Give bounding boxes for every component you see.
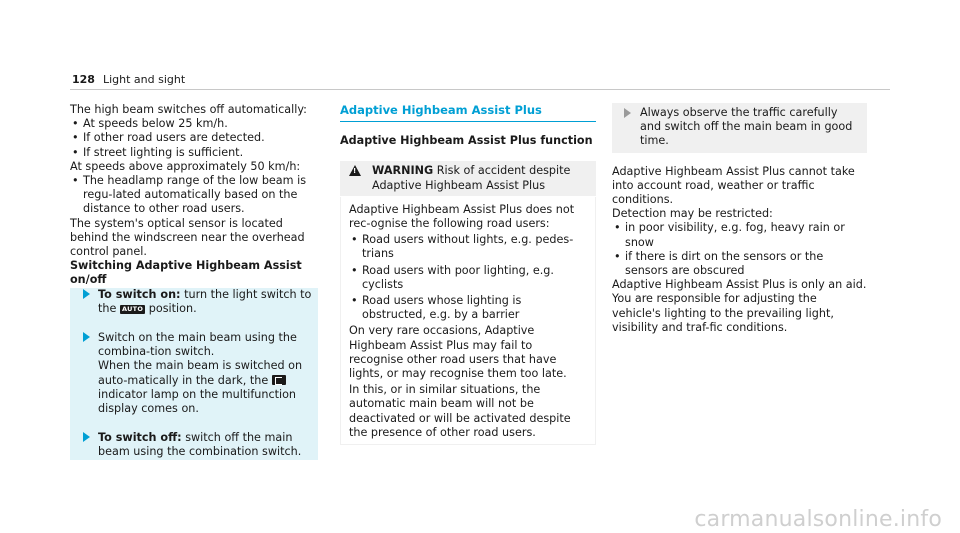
section-title: Adaptive Highbeam Assist Plus bbox=[340, 103, 596, 122]
warning-label: WARNING bbox=[372, 164, 434, 178]
page-number: 128 bbox=[72, 73, 95, 86]
auto-light-icon: AUTO bbox=[121, 304, 144, 313]
step-gap bbox=[70, 316, 318, 331]
step-switch-off bbox=[70, 431, 318, 459]
warning-bullet: • Road users with poor lighting, e.g. cyclists bbox=[349, 264, 587, 292]
step-arrow-icon bbox=[83, 432, 90, 442]
step-arrow-icon bbox=[83, 332, 90, 342]
step-main-beam-indicator-text: indicator lamp on the multifunction display comes on. bbox=[98, 387, 297, 416]
step-main-beam-auto-text: When the main beam is switched on auto-matically in the dark, the bbox=[98, 359, 303, 387]
subsection-title: Adaptive Highbeam Assist Plus function bbox=[340, 134, 593, 148]
warning-body bbox=[340, 197, 596, 445]
page-header bbox=[72, 73, 185, 87]
main-beam-indicator-icon bbox=[272, 375, 286, 385]
restriction-intro: Detection may be restricted: bbox=[612, 207, 773, 221]
auto-off-intro: The high beam switches off automatically: bbox=[70, 103, 307, 116]
warning-para: In this, or in similar situations, the automatic main beam will not be deactivated or will be activated despite the presence of other road users. bbox=[349, 383, 571, 439]
step-main-beam-text: Switch on the main beam using the combina-tion switch. bbox=[98, 331, 297, 359]
note-text: Always observe the traffic carefully and switch off the main beam in good time. bbox=[640, 106, 853, 148]
note-box bbox=[612, 103, 867, 153]
sensor-text: The system's optical sensor is located behind the windscreen near the overhead control panel. bbox=[70, 216, 305, 259]
responsibility-text: Adaptive Highbeam Assist Plus is only an aid. You are responsible for adjusting the vehicle's lighting to the prevailing light, visibility and traf-fic conditions. bbox=[612, 278, 867, 334]
warning-intro: Adaptive Highbeam Assist Plus does not rec-ognise the following road users: bbox=[349, 202, 575, 231]
step-main-beam-auto bbox=[98, 359, 318, 416]
step-arrow-icon bbox=[83, 289, 90, 299]
auto-off-bullet: • At speeds below 25 km/h. bbox=[70, 117, 318, 131]
warning-bullet: • Road users without lights, e.g. pedes-trians bbox=[349, 233, 587, 261]
warning-header bbox=[340, 161, 596, 196]
step-gap bbox=[70, 416, 318, 431]
warning-para: On very rare occasions, Adaptive Highbeam Assist Plus may fail to recognise other road users that have lights, or may recognise them too late. bbox=[349, 324, 567, 381]
switching-heading: Switching Adaptive Highbeam Assist on/off bbox=[70, 259, 302, 287]
step-switch-on-text: turn the light switch to the bbox=[98, 287, 312, 315]
step-switch-on-label: To switch on: bbox=[98, 287, 181, 301]
warning-box bbox=[340, 161, 596, 445]
restriction-bullet: • in poor visibility, e.g. fog, heavy rain or snow bbox=[612, 221, 867, 249]
header-divider bbox=[70, 89, 890, 90]
auto-off-bullet: • If other road users are detected. bbox=[70, 131, 318, 145]
step-main-beam bbox=[70, 331, 318, 416]
step-switch-on bbox=[70, 288, 318, 316]
warning-triangle-icon bbox=[349, 165, 361, 176]
step-switch-off-label: To switch off: bbox=[98, 431, 182, 445]
speed-bullet: • The headlamp range of the low beam is regu-lated automatically based on the distance to other road users. bbox=[70, 174, 318, 217]
auto-off-bullet: • If street lighting is sufficient. bbox=[70, 146, 318, 160]
column-middle bbox=[340, 103, 596, 445]
section-name: Light and sight bbox=[102, 73, 186, 86]
warning-title: Risk of accident despite Adaptive Highbeam Assist Plus bbox=[372, 164, 571, 192]
site-watermark: carmanualsonline.info bbox=[694, 506, 942, 532]
note-arrow-icon bbox=[624, 108, 631, 118]
limitations-text: Adaptive Highbeam Assist Plus cannot take into account road, weather or traffic conditions. bbox=[612, 164, 855, 207]
restriction-bullet: • if there is dirt on the sensors or the sensors are obscured bbox=[612, 250, 867, 278]
column-right bbox=[612, 103, 867, 335]
step-switch-off-text: switch off the main beam using the combination switch. bbox=[98, 431, 302, 459]
warning-bullet: • Road users whose lighting is obstructed, e.g. by a barrier bbox=[349, 294, 587, 322]
speed-line: At speeds above approximately 50 km/h: bbox=[70, 159, 301, 173]
step-switch-on-after: position. bbox=[148, 301, 197, 315]
column-left bbox=[70, 103, 318, 460]
